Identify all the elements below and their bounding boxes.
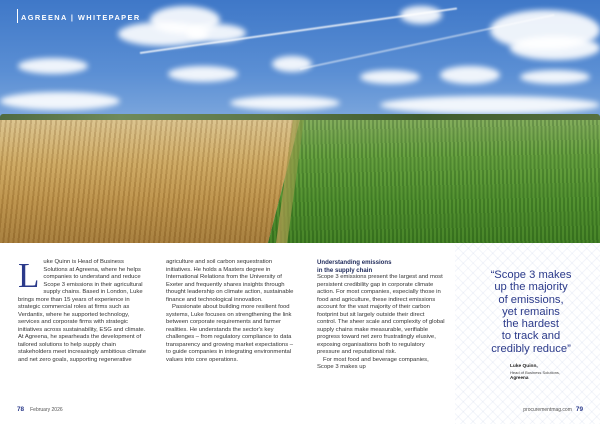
cloud-shape bbox=[440, 66, 500, 84]
cloud-shape bbox=[272, 56, 312, 72]
cloud-shape bbox=[380, 96, 600, 114]
intro-text: uke Quinn is Head of Business Solutions at Agreena, where he helps companies to understand and reduce Scope 3 emissions in their agricultural supply chains. Based in London, Luke brings more than 15 years of experience in strategic commercial roles at firms such as Verdantix, where he supported technology, services and corporate firms with strategic initiatives across sustainability, ESG and climate. At Agreena, he spearheads the development of tailored solutions to help supply chain stakeholders meet increasingly ambitious climate and net zero goals, supporting regenerative bbox=[18, 259, 147, 363]
pull-quote-line: up the majority bbox=[494, 281, 568, 294]
page-number-left: 78 bbox=[17, 406, 25, 413]
paragraph: Scope 3 emissions present the largest and most persistent credibility gap in corporate climate action. For most companies, especially those in food and agriculture, these indirect emissions account for the vast majority of their carbon footprint but sit largely outside their direct control. The sheer scale and complexity of global supply chains make measurable, verifiable progress toward net zero frustratingly elusive, exposing organisations both to regulatory pressure and reputational risk. bbox=[317, 274, 445, 356]
brand-label: AGREENA | WHITEPAPER bbox=[21, 13, 141, 22]
pull-quote bbox=[468, 269, 594, 355]
section-heading-line: in the supply chain bbox=[317, 266, 373, 274]
quote-attribution-name: Luke Quinn, bbox=[510, 364, 538, 369]
paragraph: For most food and beverage companies, Scope 3 makes up bbox=[317, 356, 429, 371]
pull-quote-line: yet remains bbox=[502, 305, 560, 318]
paragraph: agriculture and soil carbon sequestration initiatives. He holds a Masters degree in International Relations from the University of Exeter and frequently shares insights through thought leadership on climate action, sustainable finance and technological innovation. bbox=[166, 259, 294, 303]
paragraph: Passionate about building more resilient food systems, Luke focuses on strengthening the link between corporate requirements and farmer realities. He understands the sector's key challenges – from regulatory compliance to data transparency and growing market expectations – to guide companies in integrating environmental values into core operations. bbox=[166, 304, 294, 363]
page-number-right: 79 bbox=[575, 406, 583, 413]
cloud-shape bbox=[510, 36, 600, 60]
footer-right bbox=[523, 406, 583, 413]
footer-left bbox=[17, 406, 63, 413]
quote-attribution-role: Head of Business Solutions, bbox=[510, 370, 561, 375]
cloud-shape bbox=[0, 92, 120, 110]
article-column-2 bbox=[166, 259, 294, 364]
site-url: procurementmag.com bbox=[523, 407, 572, 413]
cloud-shape bbox=[168, 66, 238, 82]
issue-date: February 2026 bbox=[30, 407, 63, 413]
pull-quote-line: to track and bbox=[501, 330, 561, 343]
brand-bar bbox=[17, 9, 18, 23]
section-heading bbox=[317, 259, 445, 274]
article-column-1 bbox=[18, 256, 147, 364]
pull-quote-line: credibly reduce” bbox=[491, 342, 571, 355]
cloud-shape bbox=[230, 96, 340, 110]
cloud-shape bbox=[18, 58, 88, 74]
cloud-shape bbox=[520, 70, 590, 84]
intro-paragraph bbox=[18, 256, 147, 364]
dropcap: L bbox=[18, 256, 40, 295]
quote-attribution-org: Agreena bbox=[510, 375, 529, 380]
article-column-3 bbox=[317, 259, 445, 372]
pull-quote-line: “Scope 3 makes bbox=[490, 269, 572, 281]
pull-quote-line: of emissions, bbox=[498, 293, 564, 306]
pull-quote-line: the hardest bbox=[503, 318, 559, 331]
cloud-shape bbox=[360, 70, 420, 84]
section-heading-line: Understanding emissions bbox=[317, 259, 392, 266]
